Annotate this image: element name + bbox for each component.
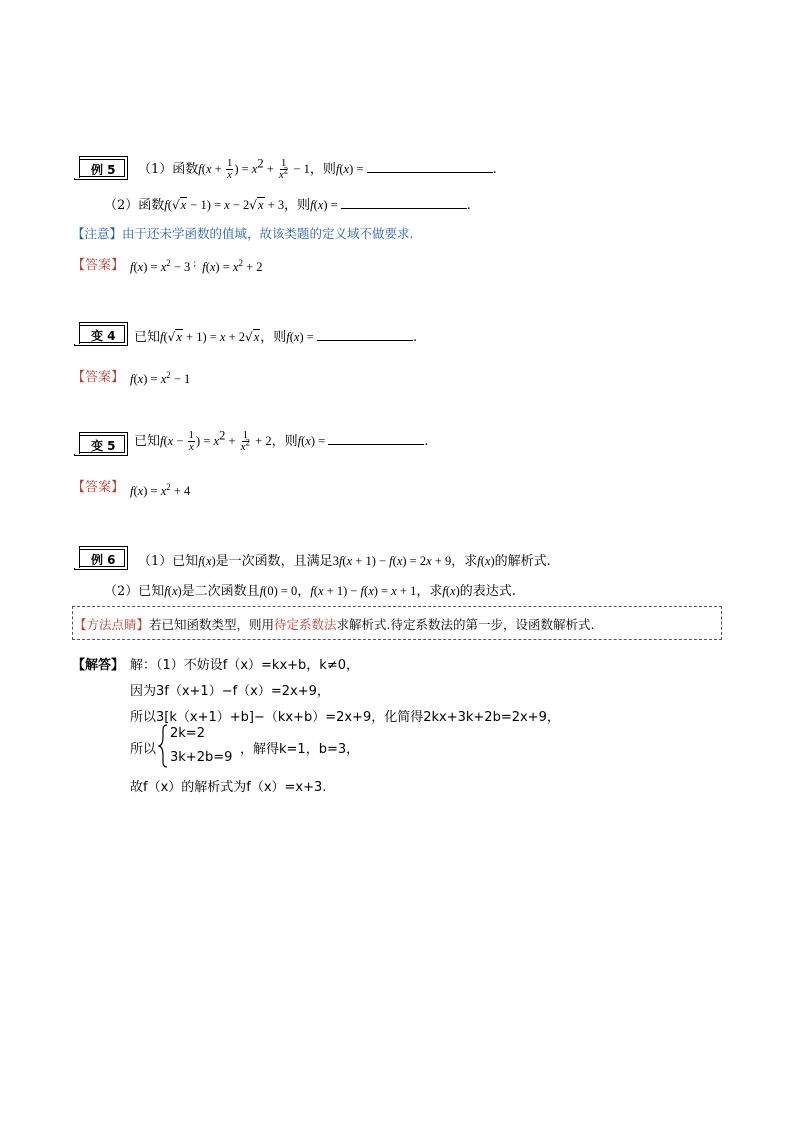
solution-tag: 【解答】: [72, 658, 125, 673]
example-5-answer-tag: 【答案】: [72, 258, 125, 273]
variant-4-label: [74, 322, 128, 346]
example-6-part2: （2）已知f(x)是二次函数且f(0) = 0，f(x + 1) − f(x) = x + 1，求f(x)的表达式.: [104, 584, 516, 599]
system-equation-2: 3k+2b=9: [170, 750, 233, 765]
system-equation-1: 2k=2: [170, 726, 205, 741]
variant-5-label-text: 变 5: [91, 439, 116, 453]
variant-5-question: 已知f(x − $\frac{1}{x}$ ) = $x^2$ + $\frac{1}{x^2}$ + 2，则f(x) = .: [134, 428, 429, 453]
solution-line-5: 故f（x）的解析式为f（x）=x+3.: [130, 780, 327, 795]
answer-blank: [367, 160, 493, 173]
answer-blank: [328, 432, 424, 445]
answer-blank: [341, 196, 467, 209]
answer-blank: [317, 328, 413, 341]
example-5-note: 【注意】由于还未学函数的值域，故该类题的定义域不做要求.: [72, 226, 414, 241]
example-5-label-text: 例 5: [91, 163, 116, 177]
example-6-part1: （1）已知f(x)是一次函数，且满足3f(x + 1) − f(x) = 2x + 9，求f(x)的解析式.: [138, 554, 551, 569]
brace-icon: [158, 724, 168, 768]
solution-line-3: 所以3[k（x+1）+b]−（kx+b）=2x+9，化简得2kx+3k+2b=2x+9，: [130, 710, 560, 725]
variant-4-answer: $f(x) = x^2 - 1$: [130, 369, 191, 386]
solution-line-1: 解：（1）不妨设f（x）=kx+b，k≠0，: [130, 658, 359, 673]
example-5-part2: （2）函数f(√x − 1) = x − 2√x + 3，则f(x) = .: [104, 198, 471, 213]
solution-line-4-prefix: 所以: [130, 742, 157, 757]
variant-5-answer-tag: 【答案】: [72, 480, 125, 495]
example-5-answer: $f(x) = x^2 - 3$ ; $f(x) = x^2 + 2$: [130, 257, 263, 274]
example-6-label: [74, 546, 128, 570]
example-5-part1: （1）函数f(x + $\frac{1}{x}$ ) = $x^2$ + $\frac{1}{x^2}$ − 1，则f(x) = .: [138, 156, 497, 181]
variant-4-question: 已知f(√x + 1) = x + 2√x，则f(x) = .: [134, 330, 418, 345]
variant-4-label-text: 变 4: [91, 329, 116, 343]
method-tip: 【方法点睛】若已知函数类型，则用待定系数法求解析式.待定系数法的第一步，设函数解析式.: [74, 617, 595, 632]
variant-5-answer: $f(x) = x^2 + 4$: [130, 481, 191, 498]
solution-line-4-suffix: ，解得k=1，b=3，: [240, 742, 360, 757]
example-6-label-text: 例 6: [91, 553, 116, 567]
variant-4-answer-tag: 【答案】: [72, 370, 125, 385]
solution-line-2: 因为3f（x+1）−f（x）=2x+9，: [130, 684, 330, 699]
example-5-label: [74, 156, 128, 180]
variant-5-label: [74, 432, 128, 456]
